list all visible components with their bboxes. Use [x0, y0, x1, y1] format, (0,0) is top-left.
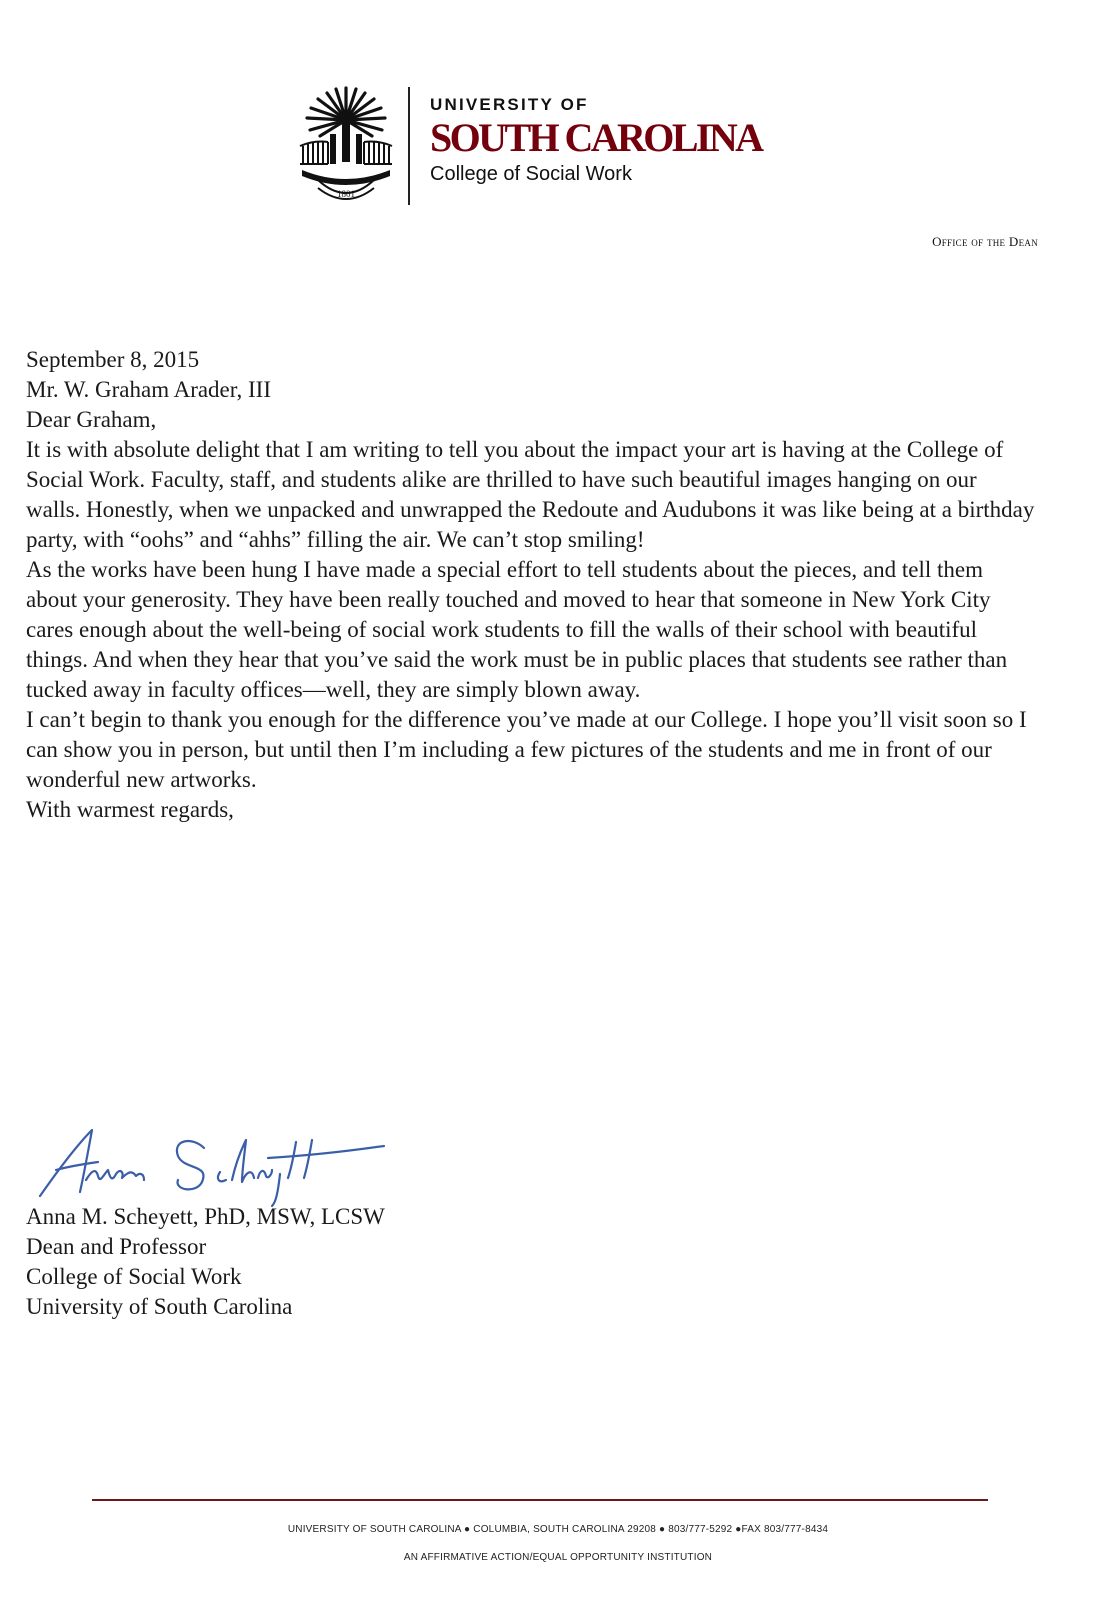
letter-paragraph: I can’t begin to thank you enough for the difference you’ve made at our College. I hope you’ll visit soon so I can show you in person, but until then I’m including a few pictures of the students and me in front of our wonderful new artworks.: [26, 707, 1027, 792]
university-wordmark: [430, 94, 761, 187]
university-seal-icon: [296, 84, 396, 208]
letter-paragraph: As the works have been hung I have made a special effort to tell students about the pieces, and tell them about your generosity. They have been really touched and moved to hear that someone in New York City cares enough about the well-being of social work students to fill the walls of their school with beautiful things. And when they hear that you’ve said the work must be in public places that students see rather than tucked away in faculty offices—well, they are simply blown away.: [26, 557, 1008, 702]
letter-paragraph: It is with absolute delight that I am writing to tell you about the impact your art is having at the College of Social Work. Faculty, staff, and students alike are thrilled to have such beautiful images hanging on our walls. Honestly, when we unpacked and unwrapped the Redoute and Audubons it was like being at a birthday party, with “oohs” and “ahhs” filling the air. We can’t stop smiling!: [26, 437, 1035, 552]
footer-address: UNIVERSITY OF SOUTH CAROLINA ● COLUMBIA, SOUTH CAROLINA 29208 ● 803/777-5292 ●FAX 803/777-8434: [287, 1524, 829, 1535]
letter-date: September 8, 2015: [26, 347, 200, 372]
signature-block: [26, 1202, 385, 1322]
university-of-label: UNIVERSITY OF: [430, 95, 589, 114]
letter-closing: With warmest regards,: [26, 797, 234, 822]
signatory-college: College of Social Work: [26, 1264, 242, 1289]
letter-recipient: Mr. W. Graham Arader, III: [26, 377, 271, 402]
letter-body: [26, 345, 1036, 825]
signatory-university: University of South Carolina: [26, 1294, 293, 1319]
letterhead-divider: [408, 87, 410, 205]
handwritten-signature: [32, 1118, 392, 1208]
footer-tagline: AN AFFIRMATIVE ACTION/EQUAL OPPORTUNITY INSTITUTION: [403, 1552, 713, 1563]
signatory-title: Dean and Professor: [26, 1234, 207, 1259]
seal-year: 1801: [337, 189, 355, 199]
letter-salutation: Dear Graham,: [26, 407, 157, 432]
university-name: SOUTH CAROLINA: [430, 115, 762, 160]
letterhead: [296, 84, 776, 208]
college-name: College of Social Work: [430, 163, 632, 185]
signatory-name: Anna M. Scheyett, PhD, MSW, LCSW: [26, 1204, 385, 1229]
office-of-the-dean: Office of the Dean: [932, 234, 1038, 249]
footer-rule: [92, 1499, 988, 1501]
